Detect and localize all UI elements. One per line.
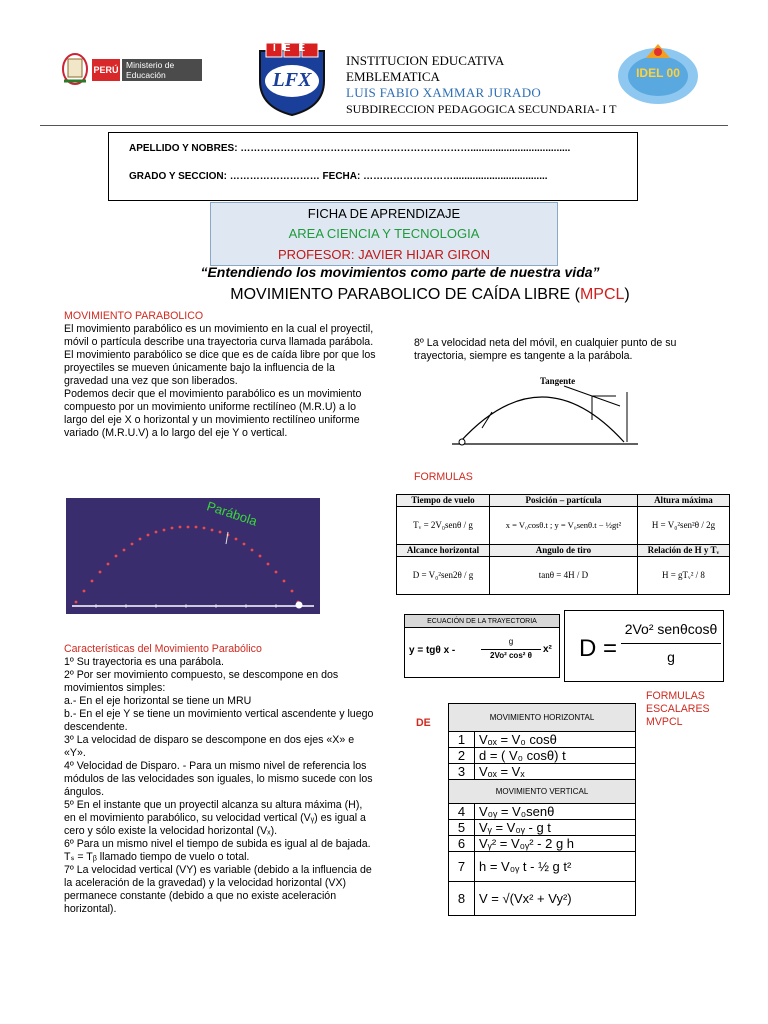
main-title-text: MOVIMIENTO PARABOLICO DE CAÍDA LIBRE ( xyxy=(230,286,580,303)
lfx-main-text: LFX xyxy=(272,69,312,91)
ie-subdirection: SUBDIRECCION PEDAGOGICA SECUNDARIA- I T xyxy=(346,102,617,116)
formula-cell: H = gTᵥ² / 8 xyxy=(637,556,729,594)
list-item: 5º En el instante que un proyectil alcanza su altura máxima (H), en el movimiento parabólico, su velocidad vertical (Vᵧ) es igual a cero y sólo existe la velocidad horizontal (Vₓ). xyxy=(64,799,366,837)
formula-row: Vᵧ² = V₀ᵧ² - 2 g h xyxy=(475,836,636,852)
point-8: 8º La velocidad neta del móvil, en cualquier punto de su trayectoria, siempre es tangente a la parábola. xyxy=(414,337,677,362)
paragraph: El movimiento parabólico se dice que es de caída libre por que los proyectiles se mueven únicamente bajo la influencia de la gravedad una vez que son liberados. xyxy=(64,349,376,387)
parabola-figure xyxy=(66,498,320,614)
formula-table xyxy=(396,494,730,595)
paragraph: Podemos decir que el movimiento parabólico es un movimiento compuesto por un movimiento uniforme rectilíneo (M.R.U) a lo largo del eje X o horizontal y un movimiento rectilíneo uniforme variado (M.R.U.V) a lo largo del eje Y o vertical. xyxy=(64,388,362,439)
row-number: 3 xyxy=(449,764,475,780)
ficha-title: FICHA DE APRENDIZAJE xyxy=(307,206,461,221)
main-title xyxy=(120,286,740,304)
header-divider xyxy=(40,125,728,126)
row-number: 1 xyxy=(449,732,475,748)
ie-title xyxy=(346,53,504,85)
horizontal-header: MOVIMIENTO HORIZONTAL xyxy=(449,704,636,732)
ministry-label: Ministerio de Educación xyxy=(122,59,202,81)
formula-cell: tanθ = 4H / D xyxy=(490,556,638,594)
formula-row: Vᵧ = V₀ᵧ - g t xyxy=(475,820,636,836)
trajectory-box xyxy=(404,614,560,678)
tangent-figure xyxy=(452,372,640,450)
tangente-label: Tangente xyxy=(540,376,576,386)
ie-name: LUIS FABIO XAMMAR JURADO xyxy=(346,85,542,100)
formula-header: Posición – partícula xyxy=(490,495,638,507)
main-title-close: ) xyxy=(624,286,630,303)
formulas-title: FORMULAS xyxy=(414,471,473,483)
right-logo xyxy=(616,36,700,106)
paragraph: El movimiento parabólico es un movimiento en la cual el proyectil, móvil o partícula describe una trayectoria curva llamada parábola. xyxy=(64,323,374,348)
main-title-abbr: MPCL xyxy=(579,286,625,303)
grade-date-line[interactable]: GRADO Y SECCION: ……………………… FECHA: ……………………….................................. xyxy=(129,171,548,182)
formula-cell: x = V₀cosθ.t ; y = V₀senθ.t − ½gt² xyxy=(490,506,638,544)
formula-row: V₀ᵧ = V₀senθ xyxy=(475,804,636,820)
section-parabolico xyxy=(64,310,376,440)
peru-ministry-logo xyxy=(60,47,206,93)
formula-row: Vₒₓ = V₀ cosθ xyxy=(475,732,636,748)
row-number: 6 xyxy=(449,836,475,852)
list-item: 2º Por ser movimiento compuesto, se descompone en dos movimientos simples: xyxy=(64,669,339,694)
student-info-box xyxy=(108,132,638,201)
lfx-logo xyxy=(256,41,328,117)
list-item: 1º Su trayectoria es una parábola. xyxy=(64,656,224,668)
trajectory-title: ECUACIÓN DE LA TRAYECTORIA xyxy=(405,615,559,628)
formula-header: Alcance horizontal xyxy=(397,544,490,556)
quote: “Entendiendo los movimientos como parte de nuestra vida” xyxy=(200,264,600,280)
section-caracteristicas xyxy=(64,643,376,916)
escalares-de: DE xyxy=(416,717,431,729)
list-item: a.- En el eje horizontal se tiene un MRU xyxy=(64,695,252,707)
list-item: b.- En el eje Y se tiene un movimiento vertical ascendente y luego descendente. xyxy=(64,708,374,733)
ie-title-line-1: INSTITUCION EDUCATIVA xyxy=(346,53,505,68)
section-title: Características del Movimiento Parabólico xyxy=(64,643,262,655)
formula-cell: Tᵥ = 2V₀senθ / g xyxy=(397,506,490,544)
formula-header: Altura máxima xyxy=(637,495,729,507)
row-number: 5 xyxy=(449,820,475,836)
row-number: 2 xyxy=(449,748,475,764)
escalares-title-line: MVPCL xyxy=(646,716,683,728)
formula-row: Vₒₓ = Vₓ xyxy=(475,764,636,780)
trajectory-eq-right: x² xyxy=(543,644,552,655)
list-item: 6º Para un mismo nivel el tiempo de subida es igual al de bajada. Tₛ = Tᵦ llamado tiempo de vuelo o total. xyxy=(64,838,371,863)
trajectory-eq-den: 2Vo² cos² θ xyxy=(490,651,532,660)
peru-label: PERÚ xyxy=(92,59,120,81)
parabola-label: Parábola xyxy=(204,498,260,529)
trajectory-eq-num: g xyxy=(508,637,514,646)
formula-header: Angulo de tiro xyxy=(490,544,638,556)
right-logo-text: IDEL 00 xyxy=(636,66,680,80)
formula-row: d = ( V₀ cosθ) t xyxy=(475,748,636,764)
list-item: 4º Velocidad de Disparo. - Para un mismo nivel de referencia los módulos de las velocidades son iguales, lo mismo sucede con los ángulos. xyxy=(64,760,373,798)
formula-header: Relación de H y Tᵥ xyxy=(637,544,729,556)
scalar-formula-table xyxy=(448,703,636,916)
peru-shield-icon xyxy=(60,47,90,91)
parabola-graph xyxy=(66,498,320,614)
formula-header: Tiempo de vuelo xyxy=(397,495,490,507)
row-number: 4 xyxy=(449,804,475,820)
lfx-top-text: IEE xyxy=(272,43,314,54)
formula-cell: H = V₀²sen²θ / 2g xyxy=(637,506,729,544)
list-item: 3º La velocidad de disparo se descompone en dos ejes «X» e «Y». xyxy=(64,734,355,759)
trajectory-eq-left: y = tgθ x - xyxy=(409,645,456,656)
section-title: MOVIMIENTO PARABOLICO xyxy=(64,310,204,322)
formula-cell: D = V₀²sen2θ / g xyxy=(397,556,490,594)
range-formula-num: 2Vo² senθcosθ xyxy=(624,621,718,637)
ie-title-line-2: EMBLEMATICA xyxy=(346,69,440,84)
escalares-title-line: FORMULAS xyxy=(646,690,705,702)
escalares-title xyxy=(646,690,710,729)
range-formula-den: g xyxy=(667,649,675,665)
name-line[interactable]: APELLIDO Y NOBRES: …………………………………………………………….................................... xyxy=(129,143,571,154)
formula-row: V = √(Vx² + Vy²) xyxy=(475,882,636,916)
row-number: 8 xyxy=(449,882,475,916)
ficha-profesor: PROFESOR: JAVIER HIJAR GIRON xyxy=(277,247,491,262)
ficha-area: AREA CIENCIA Y TECNOLOGIA xyxy=(288,226,480,241)
formula-row: h = V₀ᵧ t - ½ g t² xyxy=(475,852,636,882)
list-item: 7º La velocidad vertical (VY) es variable (debido a la influencia de la aceleración de la gravedad) y la velocidad horizontal (VX) permanece constante (debido a que no existe aceleración horizontal). xyxy=(64,864,372,915)
escalares-title-line: ESCALARES xyxy=(646,703,710,715)
range-formula-box xyxy=(564,610,724,682)
range-formula-lhs: D = xyxy=(579,635,618,662)
vertical-header: MOVIMIENTO VERTICAL xyxy=(449,780,636,804)
row-number: 7 xyxy=(449,852,475,882)
